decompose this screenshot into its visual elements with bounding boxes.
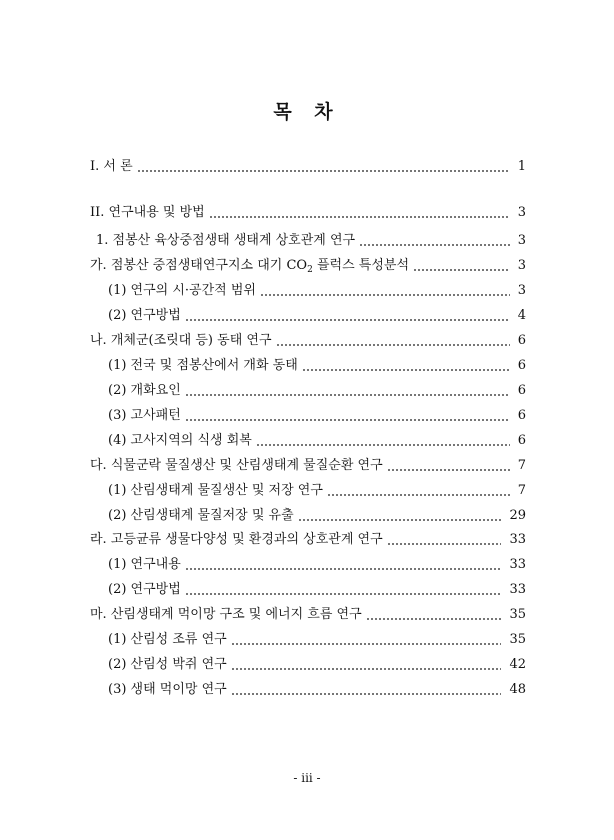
dot-leader	[185, 406, 510, 426]
toc-page-number: 33	[509, 582, 526, 597]
toc-page-number: 29	[509, 508, 526, 523]
label-part: 가. 점봉산 중점생태연구지소 대기 CO	[90, 258, 308, 273]
toc-entry-da[interactable]	[0, 456, 614, 476]
dot-leader	[256, 431, 510, 451]
toc-entry-label: (3) 생태 먹이망 연구	[108, 682, 227, 697]
toc-entry-na-3[interactable]	[0, 406, 614, 426]
toc-entry-label: (2) 산림생태계 물질저장 및 유출	[108, 508, 294, 523]
toc-page-number: 3	[517, 258, 526, 273]
toc-entry-label: (4) 고사지역의 식생 회복	[108, 433, 252, 448]
toc-page-number: 35	[509, 632, 526, 647]
toc-page-number: 4	[517, 308, 526, 323]
toc-entry-ga-1[interactable]	[0, 281, 614, 301]
toc-entry-label: (1) 연구내용	[108, 557, 181, 572]
toc-page-number: 3	[517, 205, 526, 220]
toc-entry-label: (2) 연구방법	[108, 582, 181, 597]
toc-entry-label: (1) 산림성 조류 연구	[108, 632, 227, 647]
dot-leader	[231, 655, 502, 675]
toc-page-number: 6	[517, 433, 526, 448]
toc-entry-ra-2[interactable]	[0, 580, 614, 600]
dot-leader	[387, 456, 510, 476]
dot-leader	[185, 555, 502, 575]
toc-entry-da-1[interactable]	[0, 481, 614, 501]
toc-entry-label: 1. 점봉산 육상중점생태 생태계 상호관계 연구	[96, 233, 356, 248]
toc-entry-label: 마. 산림생태계 먹이망 구조 및 에너지 흐름 연구	[90, 607, 362, 622]
dot-leader	[276, 331, 510, 351]
toc-entry-ma[interactable]	[0, 605, 614, 625]
dot-leader	[302, 356, 510, 376]
toc-page-number: 3	[517, 233, 526, 248]
toc-page-number: 7	[517, 458, 526, 473]
dot-leader	[359, 231, 510, 251]
toc-entry-label: (2) 개화요인	[108, 383, 181, 398]
toc-entry-methods[interactable]	[0, 203, 614, 223]
dot-leader	[231, 630, 502, 650]
dot-leader	[260, 281, 510, 301]
toc-page-number: 7	[517, 483, 526, 498]
dot-leader	[137, 157, 510, 177]
toc-entry-ma-3[interactable]	[0, 680, 614, 700]
toc-entry-na-1[interactable]	[0, 356, 614, 376]
toc-page-number: 33	[509, 532, 526, 547]
toc-entry-label	[90, 256, 413, 276]
toc-entry-ma-2[interactable]	[0, 655, 614, 675]
toc-entry-label: (1) 산림생태계 물질생산 및 저장 연구	[108, 483, 323, 498]
toc-page-number: 6	[517, 408, 526, 423]
toc-entry-ga[interactable]	[0, 256, 614, 276]
toc-entry-na-2[interactable]	[0, 381, 614, 401]
toc-entry-na-4[interactable]	[0, 431, 614, 451]
toc-entry-label: (2) 연구방법	[108, 308, 181, 323]
toc-page-number: 6	[517, 383, 526, 398]
toc-entry-label: 나. 개체군(조릿대 등) 동태 연구	[90, 333, 272, 348]
toc-entry-label: (2) 산림성 박쥐 연구	[108, 657, 227, 672]
dot-leader	[185, 381, 510, 401]
toc-entry-introduction[interactable]	[0, 157, 614, 177]
dot-leader	[327, 481, 510, 501]
toc-entry-label: (1) 연구의 시·공간적 범위	[108, 283, 256, 298]
dot-leader	[387, 530, 502, 550]
toc-entry-label: (1) 전국 및 점봉산에서 개화 동태	[108, 358, 298, 373]
page-footer: - iii -	[293, 771, 321, 785]
toc-entry-label: (3) 고사패턴	[108, 408, 181, 423]
toc-entry-ga-2[interactable]	[0, 306, 614, 326]
toc-page-number: 6	[517, 358, 526, 373]
toc-entry-label: II. 연구내용 및 방법	[90, 205, 205, 220]
toc-page-number: 33	[509, 557, 526, 572]
toc-page-number: 6	[517, 333, 526, 348]
toc-page-number: 35	[509, 607, 526, 622]
toc-page-number: 1	[517, 159, 526, 174]
toc-entry-label: 다. 식물군락 물질생산 및 산림생태계 물질순환 연구	[90, 458, 383, 473]
dot-leader	[185, 580, 502, 600]
toc-page-number: 3	[517, 283, 526, 298]
subscript-2: 2	[307, 265, 313, 275]
dot-leader	[185, 306, 510, 326]
dot-leader	[413, 256, 510, 276]
dot-leader	[366, 605, 502, 625]
toc-entry-na[interactable]	[0, 331, 614, 351]
dot-leader	[209, 203, 510, 223]
toc-entry-label: 라. 고등균류 생물다양성 및 환경과의 상호관계 연구	[90, 532, 383, 547]
toc-entry-da-2[interactable]	[0, 506, 614, 526]
toc-entry-ma-1[interactable]	[0, 630, 614, 650]
toc-title: 목 차	[273, 101, 341, 123]
toc-entry-label: I. 서 론	[90, 159, 133, 174]
dot-leader	[298, 506, 502, 526]
toc-entry-ra[interactable]	[0, 530, 614, 550]
label-part: 플럭스 특성분석	[312, 258, 409, 273]
dot-leader	[231, 680, 502, 700]
toc-entry-ra-1[interactable]	[0, 555, 614, 575]
toc-page-number: 48	[509, 682, 526, 697]
toc-page-number: 42	[509, 657, 526, 672]
toc-entry-1[interactable]	[0, 231, 614, 251]
